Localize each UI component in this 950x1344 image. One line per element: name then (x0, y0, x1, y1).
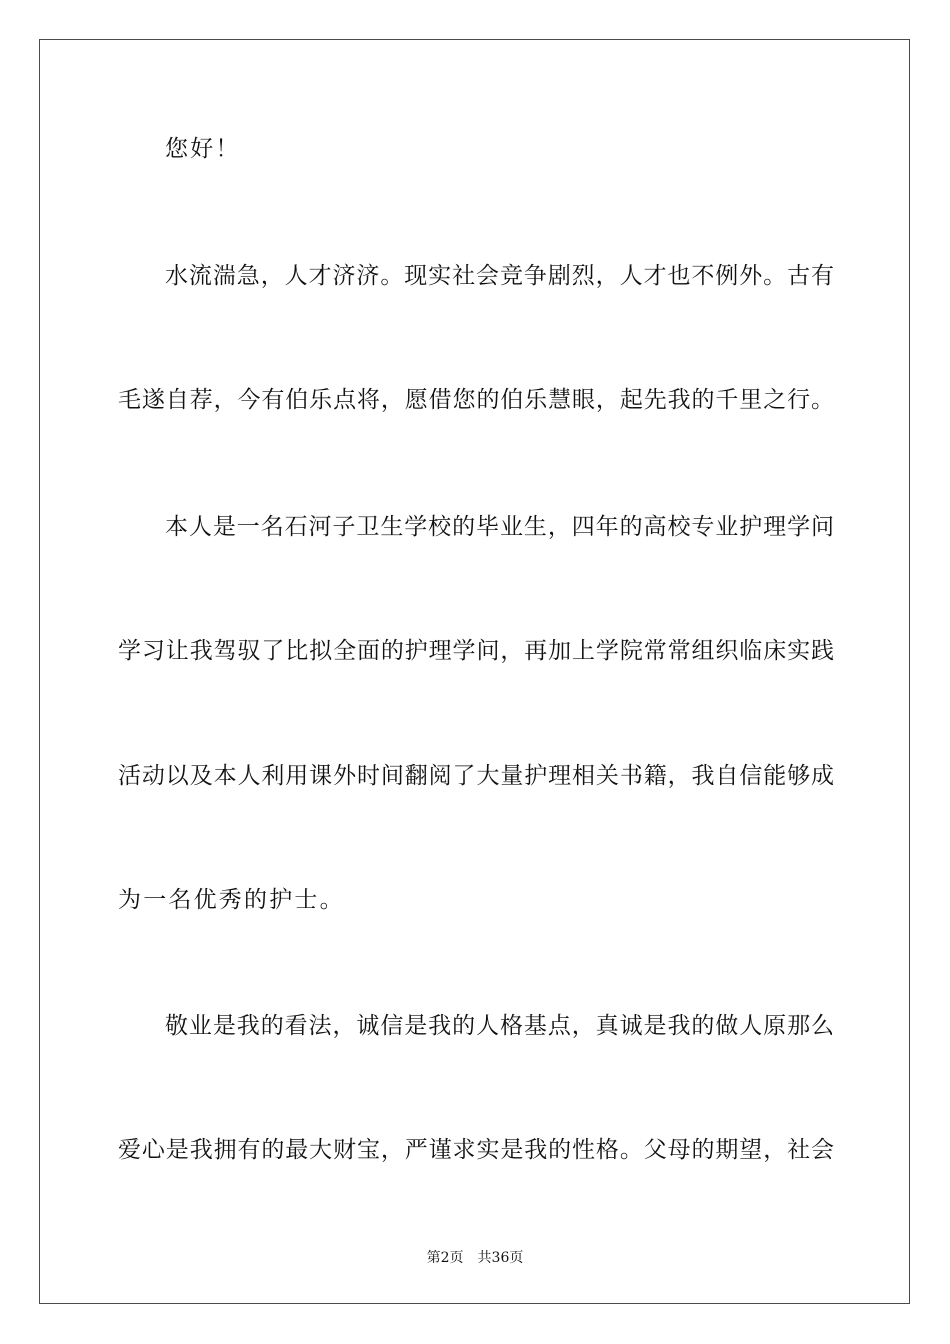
page-footer (0, 1249, 950, 1267)
page-number: 第2页 (426, 1250, 464, 1266)
page-border (39, 39, 910, 1304)
greeting-line: 您好！ (165, 136, 241, 162)
paragraph-3-line-1: 敬业是我的看法，诚信是我的人格基点，真诚是我的做人原那么 (165, 1013, 834, 1039)
paragraph-2-line-3: 活动以及本人利用课外时间翻阅了大量护理相关书籍，我自信能够成 (118, 763, 834, 789)
paragraph-1-line-1: 水流湍急，人才济济。现实社会竞争剧烈，人才也不例外。古有 (165, 263, 834, 289)
paragraph-2-line-1: 本人是一名石河子卫生学校的毕业生，四年的高校专业护理学问 (165, 514, 834, 540)
page-total: 共36页 (477, 1250, 524, 1266)
paragraph-1-line-2: 毛遂自荐，今有伯乐点将，愿借您的伯乐慧眼，起先我的千里之行。 (118, 387, 834, 413)
paragraph-2-line-2: 学习让我驾驭了比拟全面的护理学问，再加上学院常常组织临床实践 (118, 638, 834, 664)
paragraph-3-line-2: 爱心是我拥有的最大财宝，严谨求实是我的性格。父母的期望，社会 (118, 1137, 834, 1163)
paragraph-2-line-4: 为一名优秀的护士。 (118, 887, 345, 913)
